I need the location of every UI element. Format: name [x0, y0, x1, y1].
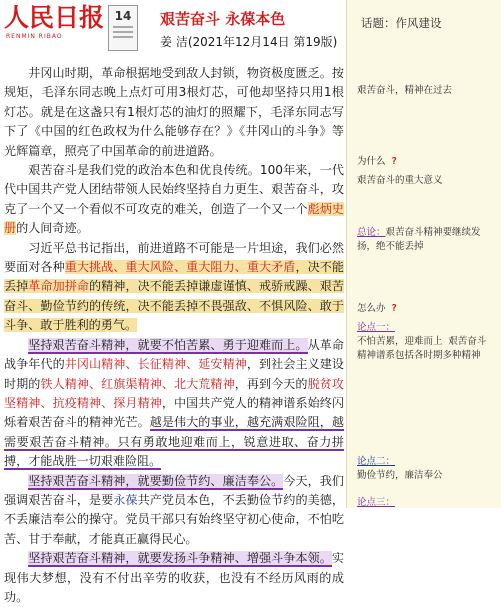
question-mark: ?: [391, 156, 397, 167]
date-line: [113, 26, 133, 28]
article-body: [4, 64, 344, 607]
paragraph-4-underlined: 越是伟大的事业，越充满艰险阻，越需要艰苦奋斗精神。只有勇敢地迎难而上，锐意进取、奋力拼搏，才能战胜一切艰难险阻。: [4, 415, 344, 469]
date-line: [113, 36, 133, 38]
highlight-challenges: 重大挑战、重大风险、重大阻力、重大矛盾: [64, 260, 296, 275]
paragraph-4-text: ，中国共产党人的精神谱系始终闪烁着艰苦奋斗的精神光芒。: [4, 395, 344, 430]
paragraph-4-text: ，到社会主义建设时期的: [4, 357, 344, 391]
note-why-label: 为什么: [357, 156, 386, 167]
date-number: 14: [114, 9, 132, 23]
question-mark: ?: [391, 303, 397, 314]
argument-two-sentence: 坚持艰苦奋斗精神，就要勤俭节约、廉洁奉公。: [28, 473, 284, 488]
note-argument-one: [357, 321, 495, 363]
date-box: [108, 5, 138, 51]
newspaper-logo: 人民日报: [4, 3, 105, 32]
note-how-label: 怎么办: [357, 303, 386, 314]
article-title: 艰苦奋斗 永葆本色: [160, 10, 286, 28]
paragraph-3-text: 的精神，决不能丢掉谦虚谨慎、戒骄戒躁、艰苦奋斗、勤俭节约的传统，决不能丢掉不畏强敌、不惧风险、敢于斗争、敢于胜利的勇气。: [4, 279, 344, 333]
highlight-phrase: 革命加拼命: [28, 279, 90, 294]
note-how: [357, 302, 397, 316]
argument-three-label: 论点三：: [357, 497, 396, 508]
newspaper-logo-sub: RENMIN RIBAO: [6, 33, 63, 40]
paragraph-4: [4, 336, 344, 472]
paragraph-5-text: 今天，我们强调艰苦奋斗，是要: [4, 473, 344, 507]
highlight-word: 永葆: [113, 492, 138, 507]
general-text: 艰苦奋斗精神要继续发扬，绝不能丢掉: [357, 227, 481, 252]
spirit-list-today: 脱贫攻坚精神、抗疫精神、探月精神: [4, 376, 344, 410]
paragraph-5-text: 共产党员本色，不丢勤俭节约的美德，不丢廉洁奉公的操守。党员干部只有始终坚守初心使命，不怕吃苦、甘于奉献，才能真正赢得民心。: [4, 492, 344, 546]
highlight-phrase: 彪炳史册: [4, 201, 344, 236]
paragraph-2-text: 艰苦奋斗是我们党的政治本色和优良传统。100年来，一代代中国共产党人团结带领人民始终坚持自力更生、艰苦奋斗，攻克了一个又一个看似不可攻克的难关，创造了一个又一个: [4, 163, 344, 216]
note-why: [357, 155, 397, 169]
article-byline: 姜 洁(2021年12月14日 第19版): [160, 35, 338, 49]
note-topic: 话题：作风建设: [361, 16, 442, 30]
argument-one-sentence: 坚持艰苦奋斗精神，就要不怕苦累、勇于迎难而上。: [28, 337, 308, 352]
paragraph-2: [4, 161, 344, 239]
note-argument-three: [357, 496, 395, 510]
date-line: [113, 31, 133, 33]
article-header: [0, 0, 346, 58]
note-argument-two: [357, 455, 495, 483]
note-general: [357, 226, 495, 254]
paragraph-3-text: ，决不能丢掉: [4, 260, 344, 294]
paragraph-3: [4, 239, 344, 336]
argument-three-sentence: 坚持艰苦奋斗精神，就要发扬斗争精神、增强斗争本领。: [28, 551, 332, 566]
argument-one-text: 不怕苦累，迎难而上 艰苦奋斗精神谱系包括各时期多种精神: [357, 336, 487, 361]
paragraph-4-text: ，再到今天的: [234, 376, 308, 391]
argument-two-text: 勤俭节约，廉洁奉公: [357, 470, 443, 481]
spirit-list-construction: 铁人精神、红旗渠精神、北大荒精神: [40, 376, 235, 391]
argument-two-label: 论点二：: [357, 456, 396, 467]
spirit-list-revolution: 井冈山精神、长征精神、延安精神: [64, 357, 247, 372]
paragraph-4-text: 从革命战争年代的: [4, 337, 344, 372]
paragraph-3-text: 习近平总书记指出，前进道路不可能是一片坦途，我们必然要面对各种: [4, 240, 344, 275]
paragraph-1: 井冈山时期，革命根据地受到敌人封锁，物资极度匮乏。按规矩，毛泽东同志晚上点灯可用3根灯芯，可他却坚持只用1根灯芯。就是在这盏只有1根灯芯的油灯的照耀下，毛泽东同志写下了《中国的红色政权为什么能够存在？》《井冈山的斗争》等光辉篇章，照亮了中国革命的前进道路。: [4, 66, 344, 158]
paragraph-6: [4, 549, 344, 607]
note-past: 艰苦奋斗，精神在过去: [357, 85, 453, 96]
argument-one-label: 论点一：: [357, 322, 396, 333]
general-label: 总论：: [357, 227, 386, 238]
paragraph-6-text: 实现伟大梦想，没有不付出辛劳的收获，也没有不经历风雨的成功。: [4, 551, 344, 604]
paragraph-5: [4, 472, 344, 550]
paragraph-2-end: 的人间奇迹。: [16, 221, 89, 236]
notes-panel: [346, 0, 501, 508]
note-significance: 艰苦奋斗的重大意义: [357, 175, 443, 186]
